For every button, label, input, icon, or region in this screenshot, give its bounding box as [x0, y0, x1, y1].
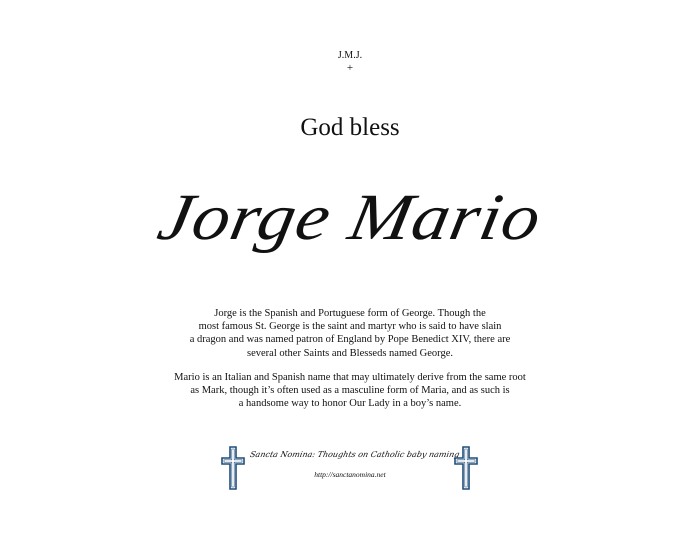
paragraph-line: most famous St. George is the saint and martyr who is said to have slain [198, 321, 502, 333]
paragraph-line: several other Saints and Blesseds named George. [247, 347, 453, 359]
blessing-heading: God bless [300, 114, 400, 141]
jorge-paragraph [150, 307, 550, 360]
cross-icon [221, 446, 245, 490]
paragraph-line: a dragon and was named patron of England by Pope Benedict XIV, there are [189, 334, 511, 346]
mario-paragraph [150, 371, 550, 411]
paragraph-line: Jorge is the Spanish and Portuguese form of George. Though the [214, 308, 486, 319]
featured-name: Jorge Mario [152, 181, 548, 254]
monogram-header: J.M.J. [337, 50, 363, 61]
paragraph-line: as Mark, though it’s often used as a masculine form of Maria, and as such is [190, 385, 510, 397]
footer-url: http://sanctanomina.net [314, 470, 386, 479]
paragraph-line: Mario is an Italian and Spanish name that may ultimately derive from the same root [174, 372, 526, 383]
footer-title: Sancta Nomina: Thoughts on Catholic baby naming [249, 450, 461, 459]
header-cross-symbol: + [346, 62, 354, 74]
paragraph-line: a handsome way to honor Our Lady in a boy’s name. [238, 398, 462, 410]
cross-icon [454, 446, 478, 490]
